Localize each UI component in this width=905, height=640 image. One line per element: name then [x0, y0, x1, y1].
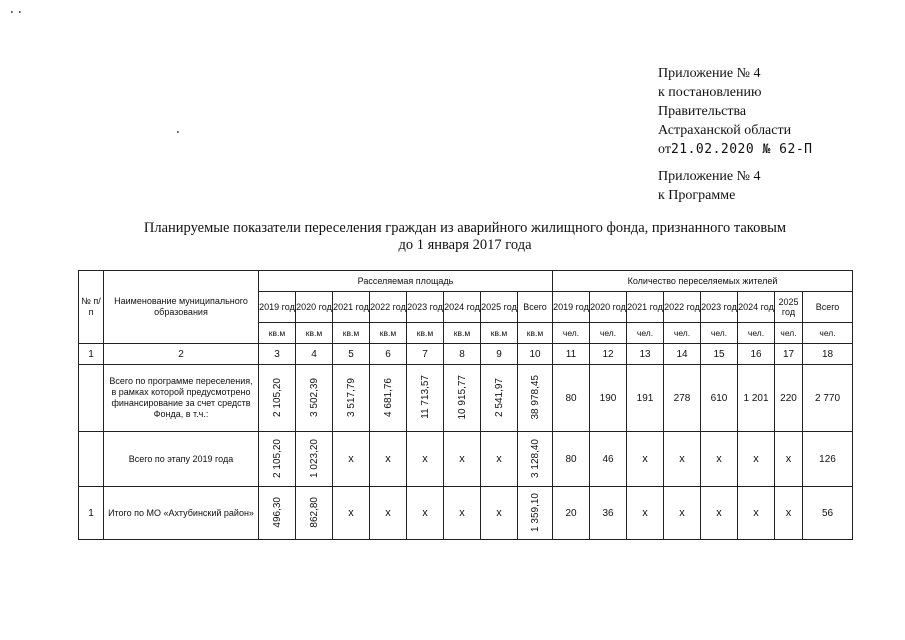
column-number: 16: [738, 344, 775, 365]
people-value: 190: [590, 365, 627, 432]
people-total-value: 126: [803, 432, 853, 487]
people-value: 278: [664, 365, 701, 432]
appendix-date-value: 21.02.2020 № 62-П: [670, 142, 813, 157]
people-value: x: [701, 432, 738, 487]
scan-mark: .: [174, 122, 182, 137]
appendix-program: [658, 167, 761, 205]
table-row: [79, 432, 853, 487]
appendix-region: Астраханской области: [658, 123, 792, 138]
area-cell: [481, 365, 518, 432]
header-row-number: № п/п: [79, 271, 104, 344]
area-value: x: [370, 432, 407, 487]
area-total-cell: [518, 487, 553, 540]
area-value: 4 681,76: [382, 377, 394, 417]
appendix-to: к постановлению: [658, 85, 762, 100]
area-value: 2 105,20: [271, 438, 283, 478]
people-total-value: 56: [803, 487, 853, 540]
area-cell: [407, 365, 444, 432]
header-people-year: 2022 год: [664, 292, 701, 323]
column-number: 5: [333, 344, 370, 365]
header-area-year: 2021 год: [333, 292, 370, 323]
area-value: 3 517,79: [345, 377, 357, 417]
area-cell: [296, 487, 333, 540]
column-number: 4: [296, 344, 333, 365]
area-cell: [296, 432, 333, 487]
people-value: 80: [553, 432, 590, 487]
unit-area: кв.м: [444, 323, 481, 344]
people-value: x: [664, 432, 701, 487]
row-number: [79, 432, 104, 487]
people-value: x: [664, 487, 701, 540]
header-people-year: 2024 год: [738, 292, 775, 323]
area-value: 1 023,20: [308, 438, 320, 478]
header-area-year: 2022 год: [370, 292, 407, 323]
resettlement-table: [78, 270, 853, 540]
header-area-year: 2019 год: [259, 292, 296, 323]
row-number: [79, 365, 104, 432]
people-value: x: [701, 487, 738, 540]
column-number: 17: [775, 344, 803, 365]
area-value: x: [444, 432, 481, 487]
document-title-line1: Планируемые показатели переселения граждан из аварийного жилищного фонда, признанного таковым: [143, 220, 787, 236]
unit-people: чел.: [701, 323, 738, 344]
row-name: Всего по программе переселения, в рамках которой предусмотрено финансирование за счет средств Фонда, в т.ч.:: [104, 365, 259, 432]
area-total-cell: [518, 432, 553, 487]
header-area-total: Всего: [518, 292, 553, 323]
area-total-value: 3 128,40: [529, 438, 541, 478]
header-area-year: 2020 год: [296, 292, 333, 323]
unit-people: чел.: [627, 323, 664, 344]
area-cell: [259, 432, 296, 487]
table-row: [79, 365, 853, 432]
header-people-year: 2020 год: [590, 292, 627, 323]
area-value: 2 541,97: [493, 377, 505, 417]
header-people-total: Всего: [803, 292, 853, 323]
column-number: 7: [407, 344, 444, 365]
people-value: 220: [775, 365, 803, 432]
people-value: 80: [553, 365, 590, 432]
unit-area: кв.м: [481, 323, 518, 344]
row-name: Итого по МО «Ахтубинский район»: [104, 487, 259, 540]
area-value: x: [333, 487, 370, 540]
unit-area: кв.м: [333, 323, 370, 344]
unit-area: кв.м: [518, 323, 553, 344]
header-people-year: 2023 год: [701, 292, 738, 323]
people-value: x: [738, 487, 775, 540]
area-cell: [370, 365, 407, 432]
area-value: 496,30: [271, 496, 283, 528]
people-value: 610: [701, 365, 738, 432]
area-value: x: [370, 487, 407, 540]
column-number: 8: [444, 344, 481, 365]
people-value: 46: [590, 432, 627, 487]
people-value: 191: [627, 365, 664, 432]
area-total-value: 1 359,10: [529, 492, 541, 532]
unit-people: чел.: [553, 323, 590, 344]
column-number-row: [79, 344, 853, 365]
header-people-year: 2019 год: [553, 292, 590, 323]
unit-people: чел.: [590, 323, 627, 344]
people-value: x: [738, 432, 775, 487]
header-area-year: 2025 год: [481, 292, 518, 323]
unit-people: чел.: [775, 323, 803, 344]
column-number: 18: [803, 344, 853, 365]
appendix-title: Приложение № 4: [658, 66, 761, 81]
scan-mark: ..: [8, 2, 24, 17]
people-value: 20: [553, 487, 590, 540]
area-cell: [444, 365, 481, 432]
people-value: x: [627, 432, 664, 487]
header-people-year: 2025 год: [775, 292, 803, 323]
header-people-group: Количество переселяемых жителей: [553, 271, 853, 292]
column-number: 3: [259, 344, 296, 365]
column-number: 13: [627, 344, 664, 365]
header-municipality: Наименование муниципального образования: [104, 271, 259, 344]
area-value: 10 915,77: [456, 374, 468, 420]
area-cell: [259, 365, 296, 432]
column-number: 11: [553, 344, 590, 365]
column-number: 10: [518, 344, 553, 365]
column-number: 14: [664, 344, 701, 365]
area-cell: [259, 487, 296, 540]
area-value: 2 105,20: [271, 377, 283, 417]
area-value: x: [444, 487, 481, 540]
unit-people: чел.: [803, 323, 853, 344]
people-total-value: 2 770: [803, 365, 853, 432]
people-value: 36: [590, 487, 627, 540]
area-total-cell: [518, 365, 553, 432]
column-number: 12: [590, 344, 627, 365]
document-title-line2: до 1 января 2017 года: [398, 237, 532, 253]
header-area-group: Расселяемая площадь: [259, 271, 553, 292]
document-title: [120, 220, 810, 254]
area-value: x: [407, 487, 444, 540]
area-cell: [333, 365, 370, 432]
row-name: Всего по этапу 2019 года: [104, 432, 259, 487]
appendix-program-title: Приложение № 4: [658, 169, 761, 184]
header-area-year: 2024 год: [444, 292, 481, 323]
area-value: x: [407, 432, 444, 487]
unit-people: чел.: [664, 323, 701, 344]
table-row: [79, 487, 853, 540]
row-number: 1: [79, 487, 104, 540]
people-value: 1 201: [738, 365, 775, 432]
appendix-date-number: [658, 140, 813, 159]
column-number: 2: [104, 344, 259, 365]
appendix-date-prefix: от: [658, 142, 671, 157]
unit-area: кв.м: [370, 323, 407, 344]
area-value: x: [481, 487, 518, 540]
column-number: 9: [481, 344, 518, 365]
column-number: 15: [701, 344, 738, 365]
appendix-government: Правительства: [658, 104, 747, 119]
area-value: x: [481, 432, 518, 487]
unit-area: кв.м: [296, 323, 333, 344]
header-people-year: 2021 год: [627, 292, 664, 323]
header-area-year: 2023 год: [407, 292, 444, 323]
people-value: x: [627, 487, 664, 540]
appendix-resolution: [658, 64, 813, 159]
people-value: x: [775, 487, 803, 540]
area-value: 862,80: [308, 496, 320, 528]
area-value: 3 502,39: [308, 377, 320, 417]
column-number: 6: [370, 344, 407, 365]
people-value: x: [775, 432, 803, 487]
column-number: 1: [79, 344, 104, 365]
area-cell: [296, 365, 333, 432]
area-total-value: 38 978,45: [529, 374, 541, 420]
unit-area: кв.м: [259, 323, 296, 344]
unit-area: кв.м: [407, 323, 444, 344]
appendix-program-to: к Программе: [658, 188, 736, 203]
unit-people: чел.: [738, 323, 775, 344]
area-value: 11 713,57: [419, 375, 431, 419]
area-value: x: [333, 432, 370, 487]
